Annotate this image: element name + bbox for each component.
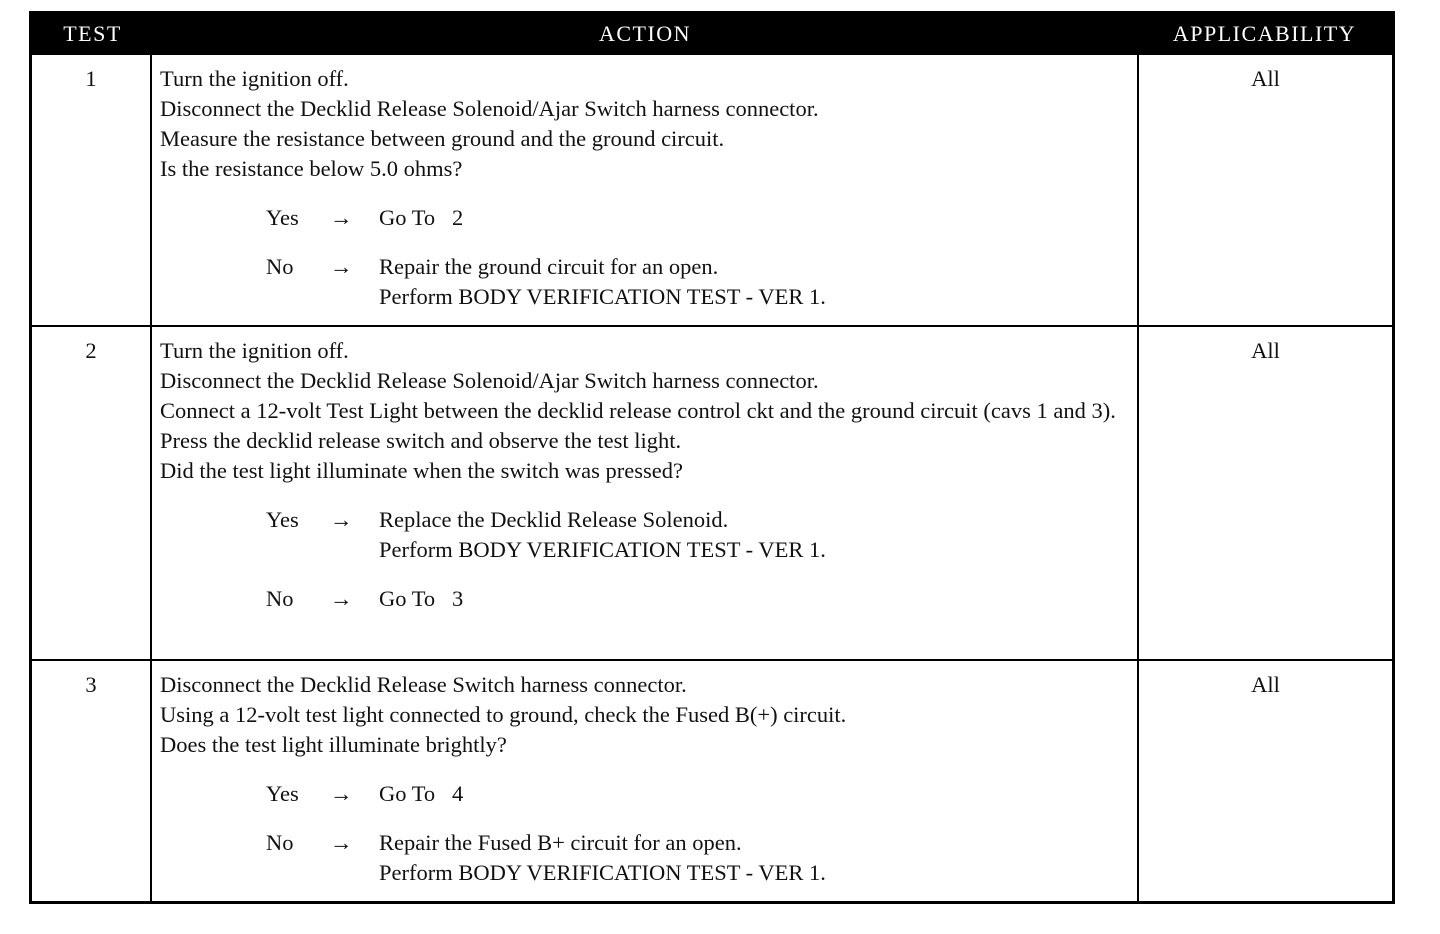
applicability-value: All bbox=[1251, 338, 1280, 363]
answer-label: Yes bbox=[266, 205, 299, 230]
result-line: Repair the Fused B+ circuit for an open. bbox=[379, 830, 742, 855]
arrow-icon: → bbox=[330, 781, 353, 806]
step-text: Disconnect the Decklid Release Solenoid/Ajar Switch harness connector. bbox=[160, 96, 819, 121]
result-line: Perform BODY VERIFICATION TEST - VER 1. bbox=[379, 537, 826, 562]
header-action: ACTION bbox=[598, 20, 692, 46]
test-number: 3 bbox=[32, 661, 152, 901]
test-number: 2 bbox=[32, 327, 152, 659]
step-text: Turn the ignition off. bbox=[160, 338, 349, 363]
table-header bbox=[32, 14, 1392, 53]
result-line: Go To 2 bbox=[379, 205, 464, 230]
answer-result bbox=[379, 828, 1131, 888]
applicability-value: All bbox=[1251, 66, 1280, 91]
answer-no bbox=[160, 584, 1131, 614]
step-text: Disconnect the Decklid Release Solenoid/Ajar Switch harness connector. bbox=[160, 368, 819, 393]
answer-yes bbox=[160, 779, 1131, 809]
result-line: Go To 4 bbox=[379, 781, 464, 806]
step-text: Measure the resistance between ground and the ground circuit. bbox=[160, 126, 725, 151]
answer-yes bbox=[160, 505, 1131, 565]
step-text: Connect a 12-volt Test Light between the decklid release control ckt and the ground circuit (cavs 1 and 3). bbox=[160, 398, 1116, 423]
answer-result bbox=[379, 584, 1131, 614]
step-text: Turn the ignition off. bbox=[160, 66, 349, 91]
header-applicability: APPLICABILITY bbox=[1172, 20, 1357, 46]
arrow-icon: → bbox=[330, 586, 353, 611]
result-line: Replace the Decklid Release Solenoid. bbox=[379, 507, 729, 532]
table-row bbox=[32, 659, 1392, 901]
answer-label: Yes bbox=[266, 507, 299, 532]
action-cell bbox=[152, 661, 1139, 901]
result-line: Perform BODY VERIFICATION TEST - VER 1. bbox=[379, 860, 826, 885]
step-text: Press the decklid release switch and observe the test light. bbox=[160, 428, 682, 453]
applicability-value: All bbox=[1251, 672, 1280, 697]
answer-list bbox=[160, 779, 1131, 888]
answer-yes bbox=[160, 203, 1131, 233]
diagnostic-test-table bbox=[29, 11, 1395, 904]
arrow-icon: → bbox=[330, 205, 353, 230]
step-text: Did the test light illuminate when the switch was pressed? bbox=[160, 458, 684, 483]
answer-label: No bbox=[266, 586, 294, 611]
answer-list bbox=[160, 505, 1131, 614]
header-test: TEST bbox=[63, 20, 122, 46]
answer-result bbox=[379, 203, 1131, 233]
action-cell bbox=[152, 55, 1139, 325]
step-text: Disconnect the Decklid Release Switch harness connector. bbox=[160, 672, 687, 697]
step-text: Is the resistance below 5.0 ohms? bbox=[160, 156, 463, 181]
table-row bbox=[32, 53, 1392, 325]
answer-result bbox=[379, 252, 1131, 312]
arrow-icon: → bbox=[330, 507, 353, 532]
answer-label: No bbox=[266, 830, 294, 855]
answer-result bbox=[379, 505, 1131, 565]
step-text: Does the test light illuminate brightly? bbox=[160, 732, 507, 757]
answer-result bbox=[379, 779, 1131, 809]
step-text: Using a 12-volt test light connected to ground, check the Fused B(+) circuit. bbox=[160, 702, 847, 727]
answer-label: Yes bbox=[266, 781, 299, 806]
answer-no bbox=[160, 828, 1131, 888]
arrow-icon: → bbox=[330, 254, 353, 279]
arrow-icon: → bbox=[330, 830, 353, 855]
answer-list bbox=[160, 203, 1131, 312]
test-number: 1 bbox=[32, 55, 152, 325]
action-cell bbox=[152, 327, 1139, 659]
result-line: Perform BODY VERIFICATION TEST - VER 1. bbox=[379, 284, 826, 309]
result-line: Repair the ground circuit for an open. bbox=[379, 254, 719, 279]
answer-label: No bbox=[266, 254, 294, 279]
table-row bbox=[32, 325, 1392, 659]
result-line: Go To 3 bbox=[379, 586, 464, 611]
answer-no bbox=[160, 252, 1131, 312]
